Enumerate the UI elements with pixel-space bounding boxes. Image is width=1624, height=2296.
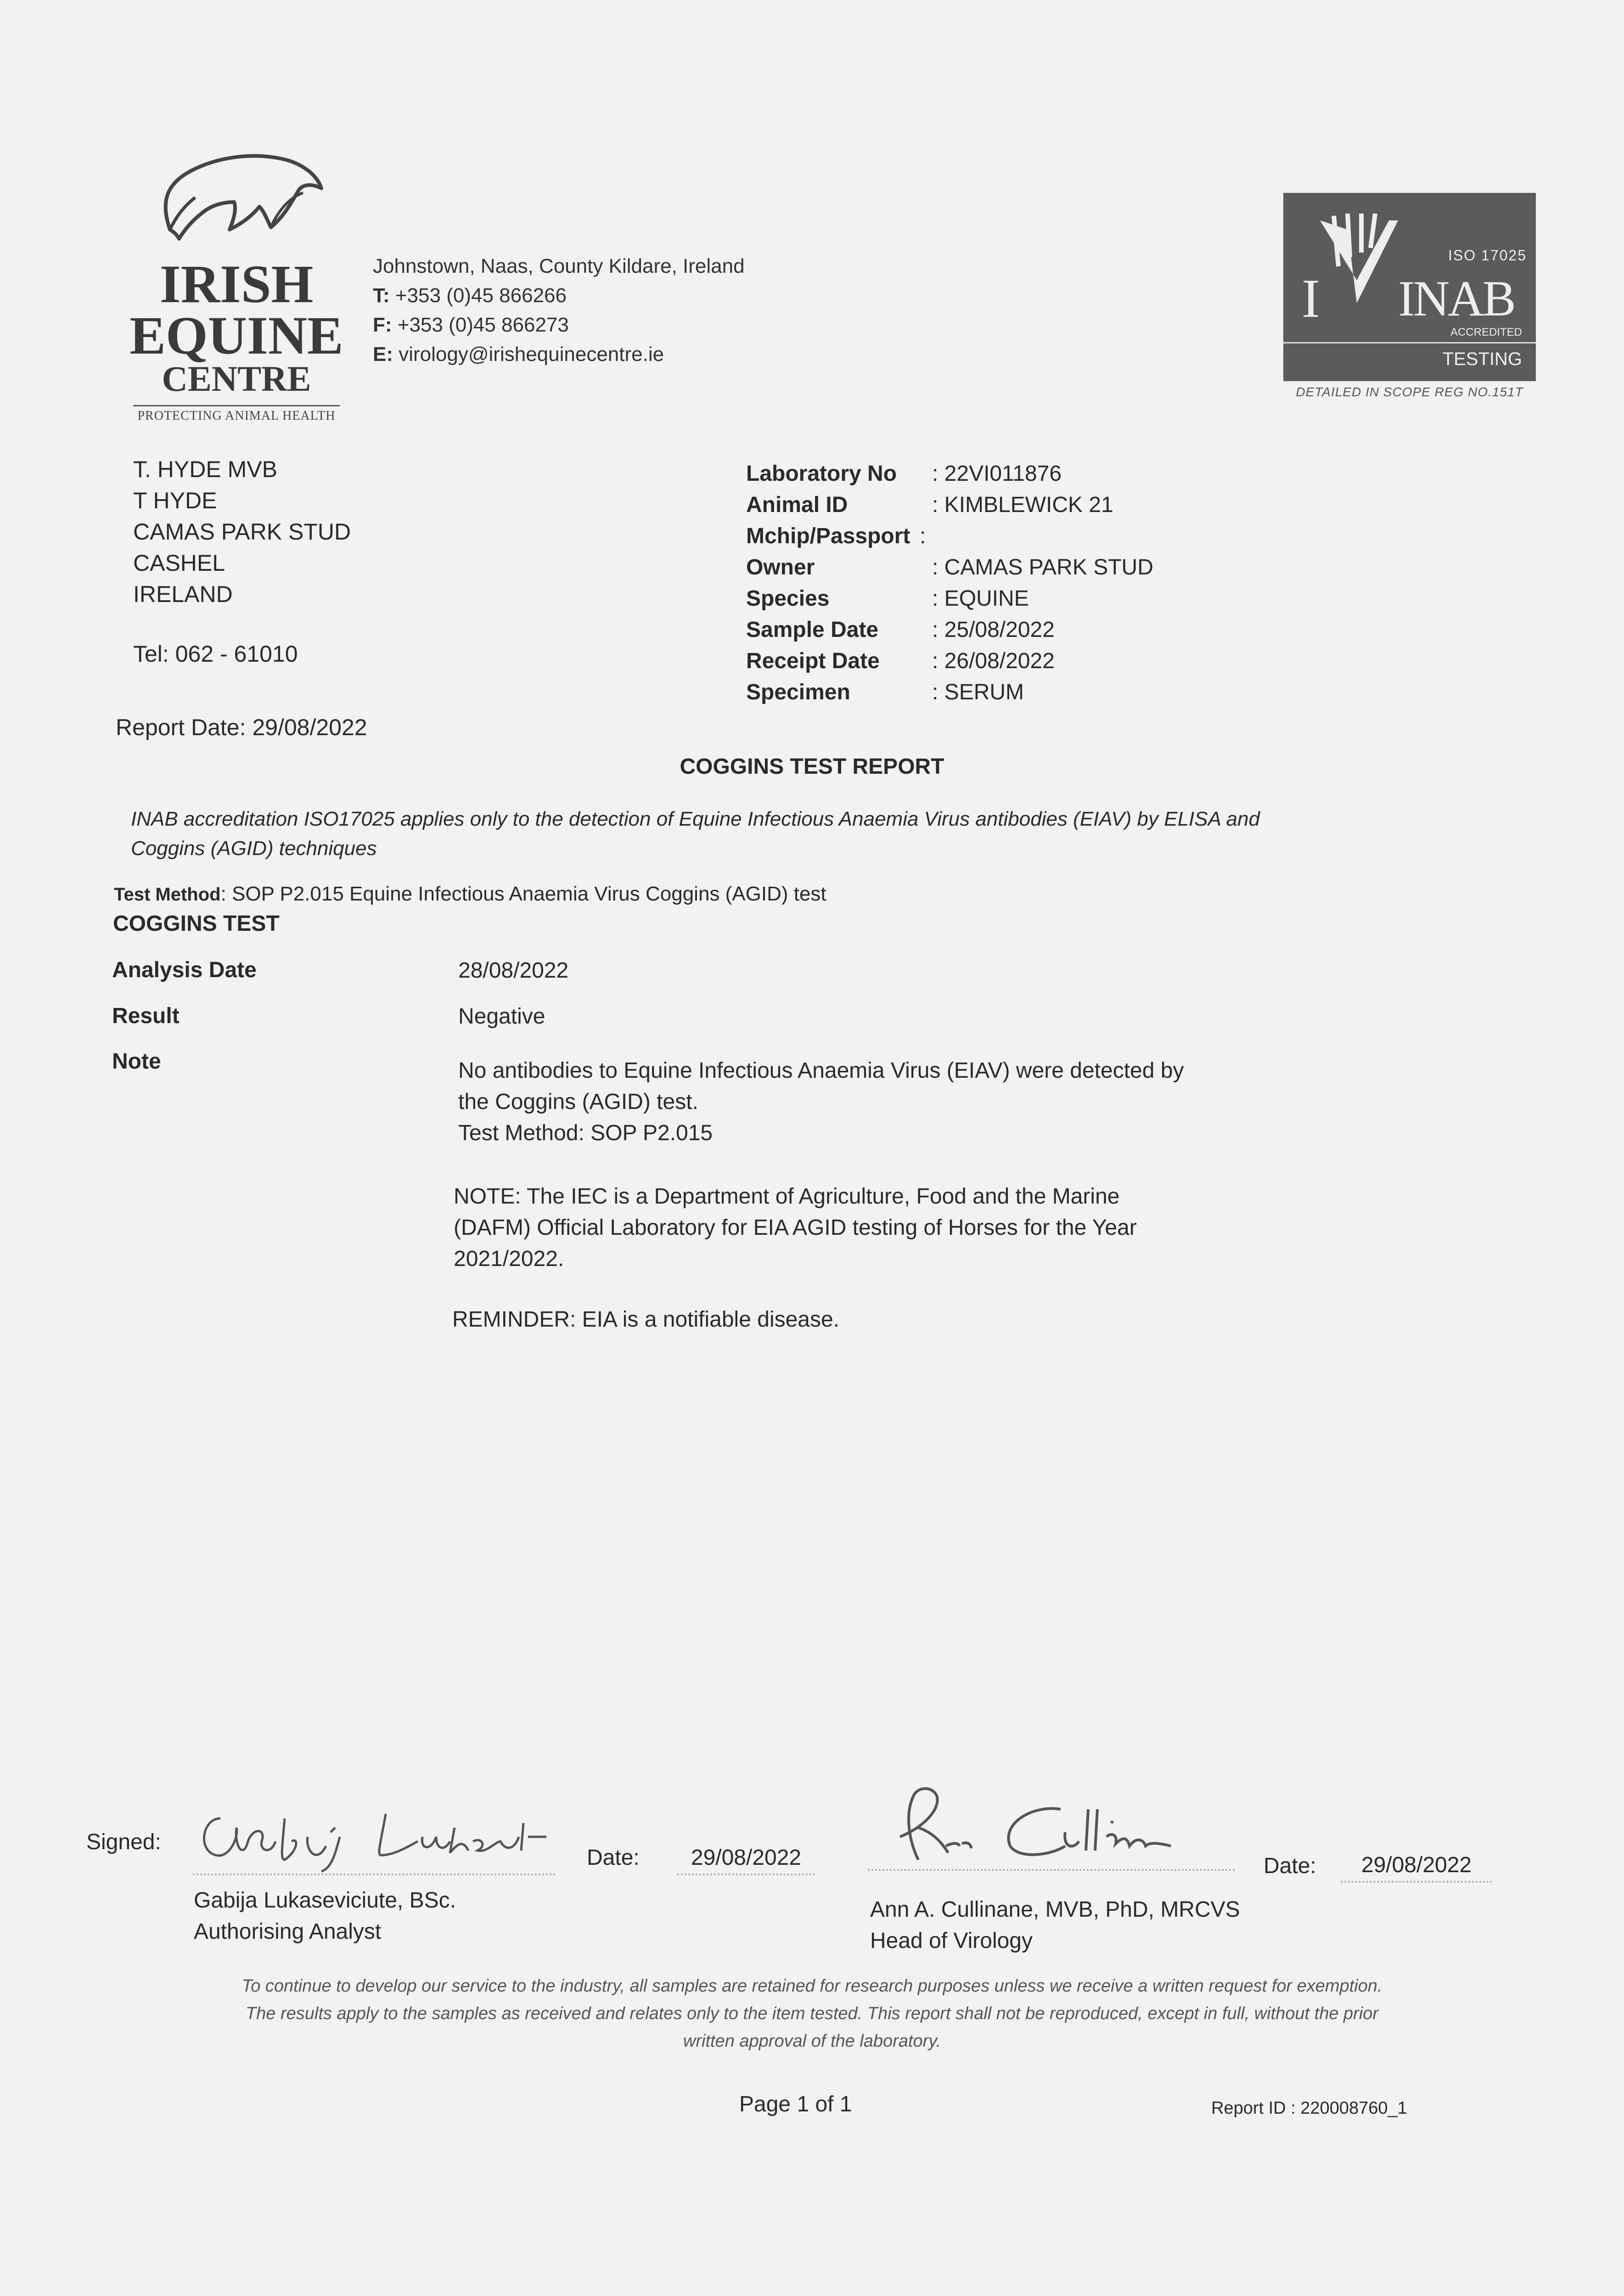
phone-line: T: +353 (0)45 866266	[373, 284, 567, 307]
lab-info-table	[746, 458, 1343, 708]
lab-row-sample-date: Sample Date : 25/08/2022	[746, 618, 1055, 642]
report-title: COGGINS TEST REPORT	[680, 754, 944, 779]
disclaimer-line: To continue to develop our service to the industry, all samples are retained for research purposes unless we receive a written request for exemption.	[242, 1976, 1382, 1996]
email-line: E: virology@irishequinecentre.ie	[373, 343, 664, 366]
signer-2-role: Head of Virology	[870, 1929, 1033, 1953]
disclaimer-line: The results apply to the samples as received and relates only to the item tested. This report shall not be reproduced, except in full, without the prior	[245, 2004, 1379, 2023]
recipient-block	[133, 454, 351, 610]
lab-row-species: Species : EQUINE	[746, 586, 1029, 611]
report-date: Report Date: 29/08/2022	[116, 715, 367, 740]
page-number: Page 1 of 1	[739, 2092, 852, 2116]
test-method-value: : SOP P2.015 Equine Infectious Anaemia Virus Coggins (AGID) test	[220, 883, 826, 905]
signature-2	[868, 1777, 1235, 1871]
contact-block	[373, 252, 745, 369]
lab-row-owner: Owner : CAMAS PARK STUD	[746, 555, 1153, 580]
recipient-line: CAMAS PARK STUD	[133, 519, 351, 545]
signature-1	[193, 1791, 556, 1875]
iec-logo	[124, 133, 349, 432]
test-method-label: Test Method	[114, 884, 221, 905]
inab-check-icon	[1311, 211, 1412, 344]
lab-row-animal-id: Animal ID : KIMBLEWICK 21	[746, 493, 1113, 517]
date-2: 29/08/2022	[1341, 1850, 1492, 1883]
accreditation-line: Coggins (AGID) techniques	[131, 837, 377, 860]
lab-row-specimen: Specimen : SERUM	[746, 680, 1024, 704]
recipient-line: T. HYDE MVB	[133, 456, 277, 482]
accreditation-line: INAB accreditation ISO17025 applies only to the detection of Equine Infectious Anaemia Virus antibodies (EIAV) by ELISA and	[131, 808, 1260, 830]
fax-number: +353 (0)45 866273	[397, 314, 569, 336]
fax-line: F: +353 (0)45 866273	[373, 314, 569, 336]
email-address: virology@irishequinecentre.ie	[399, 343, 664, 366]
note-line: the Coggins (AGID) test.	[458, 1090, 698, 1114]
dafm-note-line: NOTE: The IEC is a Department of Agriculture, Food and the Marine	[454, 1184, 1120, 1209]
dafm-note-line: (DAFM) Official Laboratory for EIA AGID testing of Horses for the Year	[454, 1216, 1137, 1240]
signer-1-name: Gabija Lukaseviciute, BSc.	[194, 1888, 456, 1913]
inab-testing: TESTING	[1442, 349, 1522, 369]
date-1: 29/08/2022	[677, 1842, 815, 1875]
logo-divider	[133, 405, 340, 406]
signer-1-block	[194, 1885, 456, 1947]
analysis-date-value: 28/08/2022	[458, 958, 569, 983]
logo-line-centre: CENTRE	[162, 359, 311, 399]
dafm-note	[454, 1181, 1137, 1275]
dafm-note-line: 2021/2022.	[454, 1247, 564, 1271]
footer-disclaimer	[0, 1972, 1624, 2055]
inab-scope: DETAILED IN SCOPE REG NO.151T	[1296, 385, 1523, 399]
signature-1-icon	[193, 1791, 551, 1874]
result-value: Negative	[458, 1004, 545, 1029]
lab-row-laboratory-no: Laboratory No : 22VI011876	[746, 461, 1062, 486]
inab-divider	[1283, 342, 1536, 343]
result-label: Result	[112, 1004, 180, 1028]
lab-row-receipt-date: Receipt Date : 26/08/2022	[746, 649, 1055, 673]
inab-i-letter: I	[1302, 268, 1320, 329]
accreditation-note	[131, 805, 1260, 863]
test-method	[114, 883, 826, 906]
inab-name: INAB	[1398, 270, 1514, 326]
analysis-date-label: Analysis Date	[112, 958, 257, 982]
logo-line-equine: EQUINE	[129, 305, 343, 366]
section-title: COGGINS TEST	[113, 912, 280, 936]
report-id: Report ID : 220008760_1	[1211, 2099, 1407, 2118]
signer-1-role: Authorising Analyst	[194, 1919, 382, 1944]
inab-iso: ISO 17025	[1448, 247, 1527, 264]
inab-badge	[1283, 193, 1536, 409]
address-line: Johnstown, Naas, County Kildare, Ireland	[373, 255, 745, 277]
date-label-1: Date:	[587, 1846, 640, 1870]
signer-2-block	[870, 1894, 1240, 1957]
signature-2-icon	[868, 1777, 1235, 1869]
note-line: Test Method: SOP P2.015	[458, 1121, 713, 1145]
recipient-tel: Tel: 062 - 61010	[133, 641, 298, 667]
phone-number: +353 (0)45 866266	[395, 284, 567, 307]
recipient-line: T HYDE	[133, 488, 217, 513]
disclaimer-line: written approval of the laboratory.	[683, 2032, 941, 2051]
reminder: REMINDER: EIA is a notifiable disease.	[452, 1307, 840, 1332]
inab-box	[1283, 193, 1536, 381]
recipient-line: IRELAND	[133, 581, 233, 607]
note-label: Note	[112, 1049, 161, 1074]
logo-tagline: PROTECTING ANIMAL HEALTH	[137, 409, 336, 423]
signed-label: Signed:	[86, 1830, 161, 1854]
logo-line-irish: IRISH	[159, 254, 314, 314]
date-label-2: Date:	[1264, 1854, 1316, 1878]
note-text	[458, 1055, 1184, 1149]
inab-accredited: ACCREDITED	[1450, 326, 1522, 338]
recipient-line: CASHEL	[133, 550, 225, 576]
lab-row-mchip-passport: Mchip/Passport :	[746, 524, 926, 548]
horse-icon	[152, 133, 326, 253]
signer-2-name: Ann A. Cullinane, MVB, PhD, MRCVS	[870, 1897, 1240, 1922]
note-line: No antibodies to Equine Infectious Anaemia Virus (EIAV) were detected by	[458, 1058, 1184, 1083]
